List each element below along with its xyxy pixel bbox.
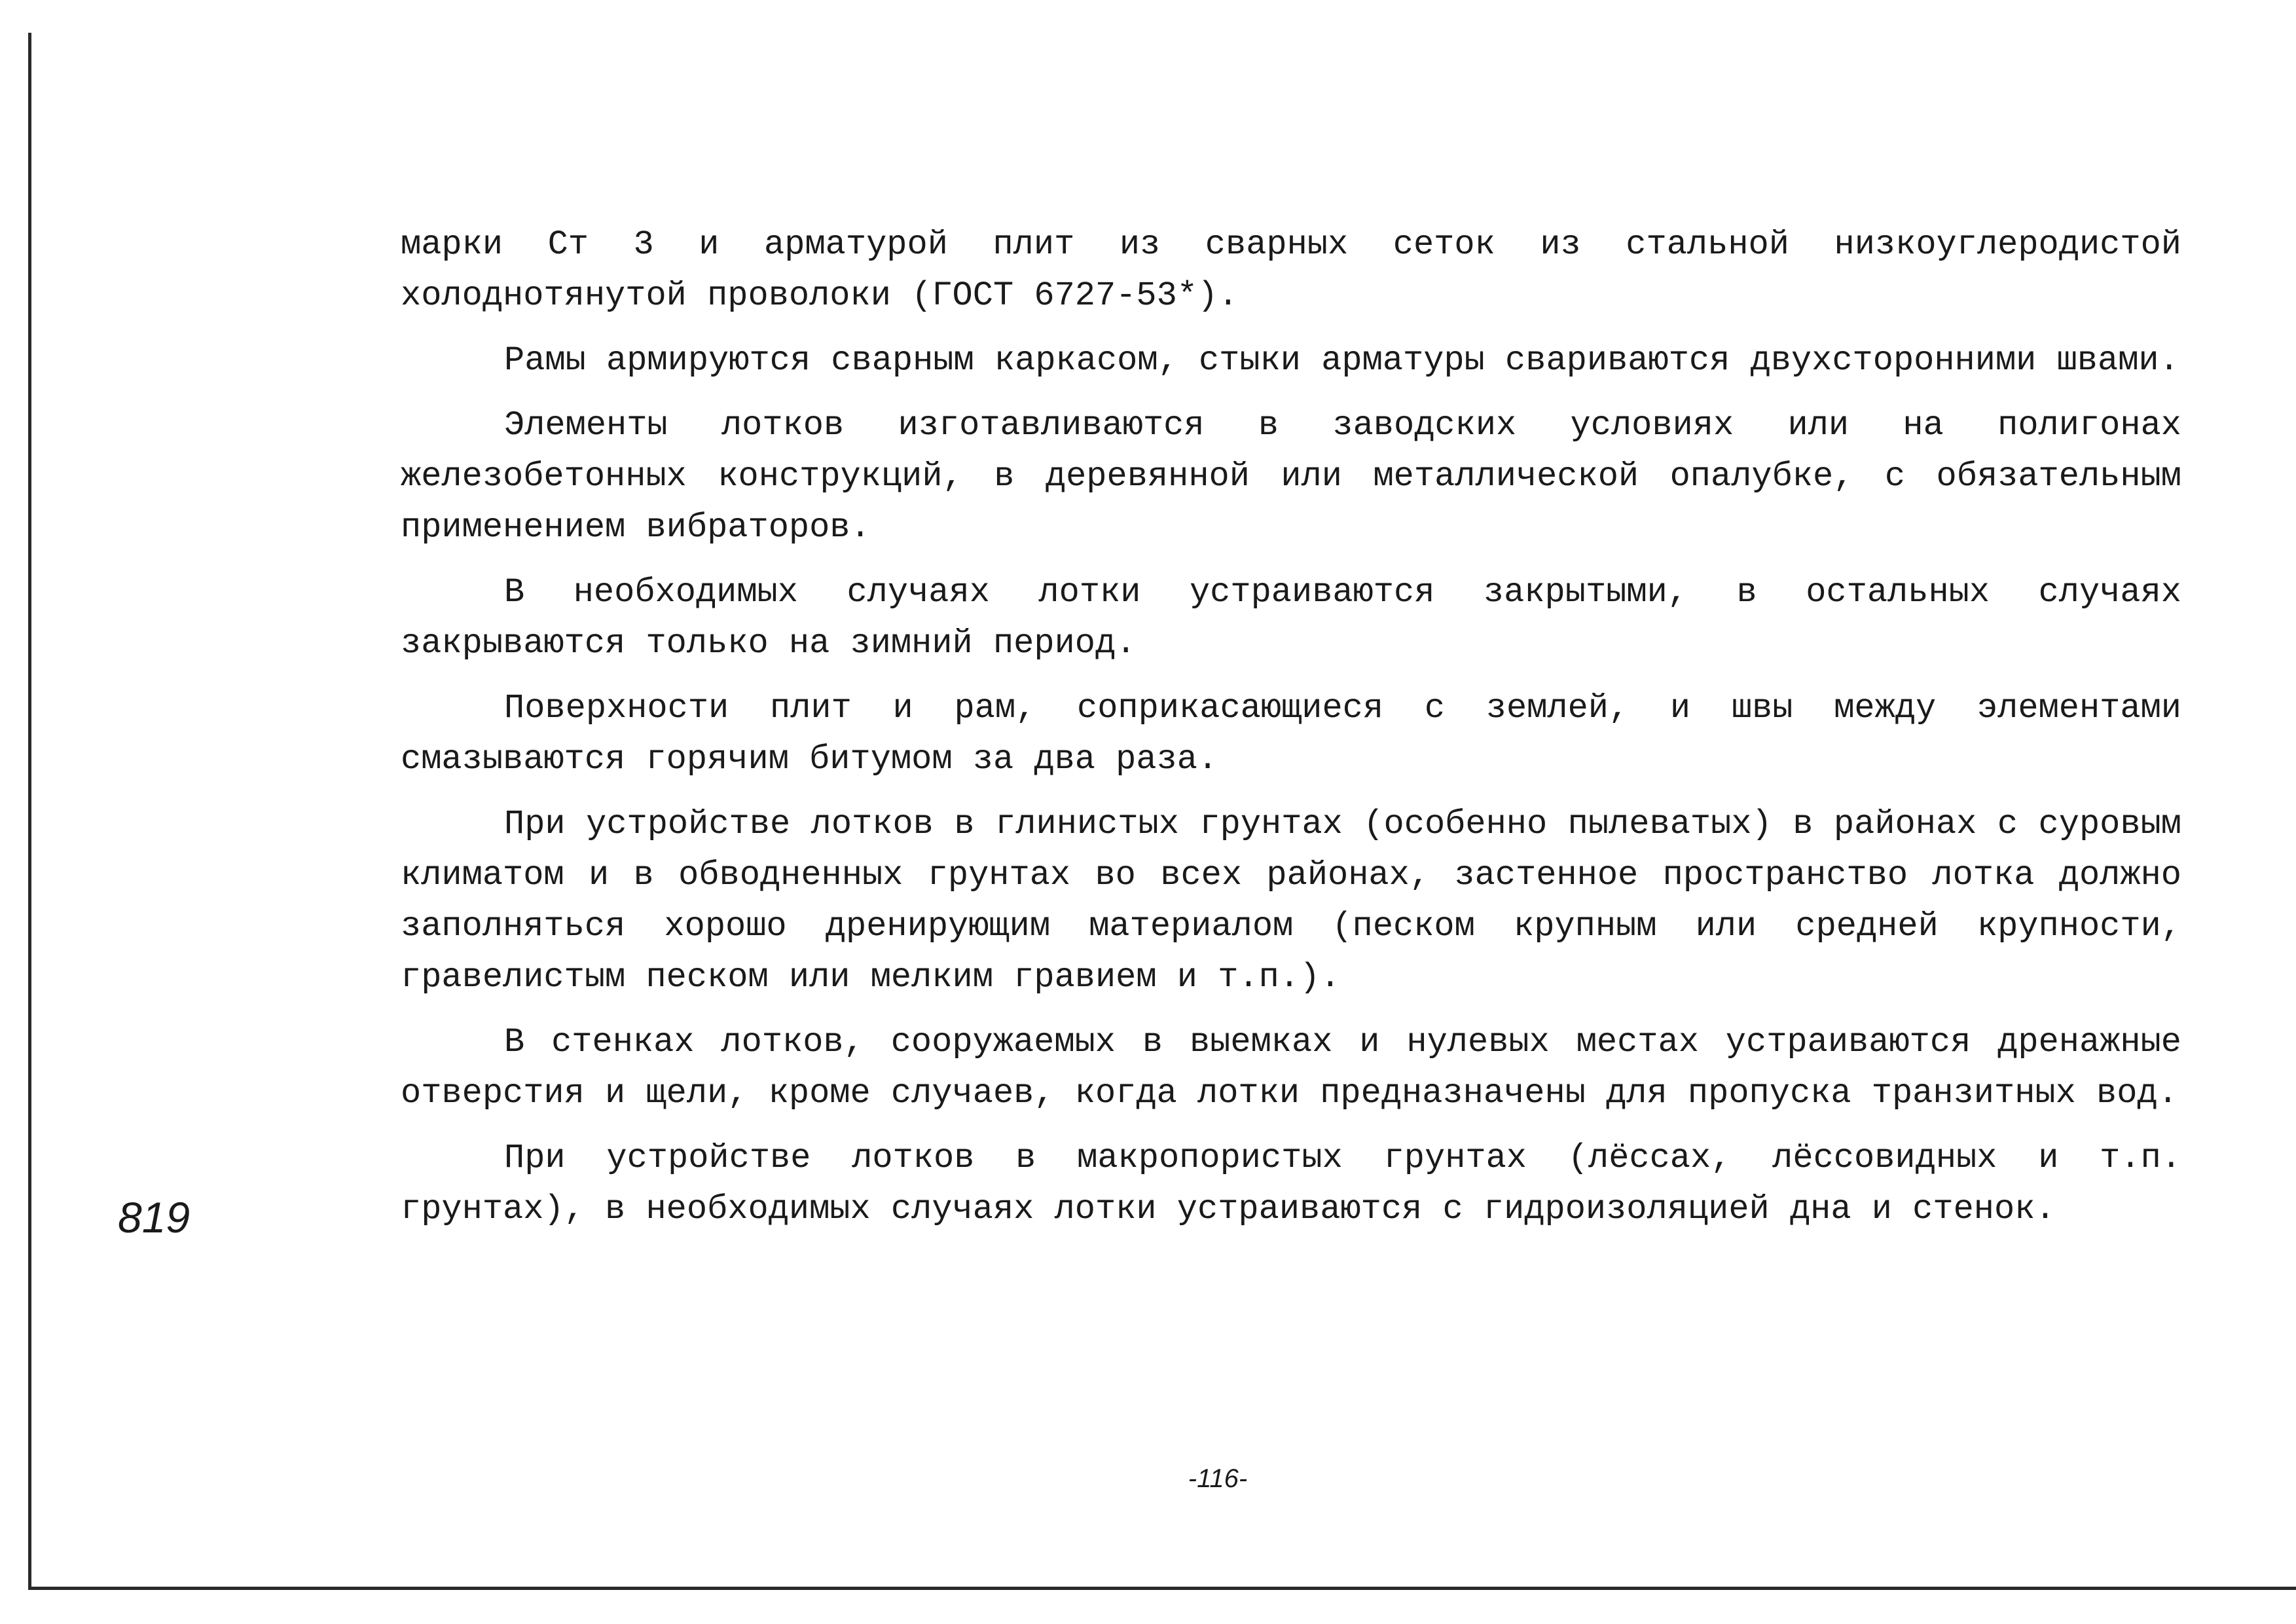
document-body	[401, 219, 2181, 1249]
paragraph-4: В необходимых случаях лотки устраиваются закрытыми, в остальных случаях закрываются только на зимний период.	[401, 573, 2181, 663]
paragraph-1: марки Ст 3 и арматурой плит из сварных сеток из стальной низкоуглеродистой холоднотянутой проволоки (ГОСТ 6727-53*).	[401, 225, 2181, 315]
frame-left-border	[28, 33, 31, 1590]
paragraph-6: При устройстве лотков в глинистых грунтах (особенно пылеватых) в районах с суровым климатом и в обводненных грунтах во всех районах, застенное пространство лотка должно заполняться хорошо дренирующим материалом (песком крупным или средней крупности, гравелистым песком или мелким гравием и т.п.).	[401, 805, 2181, 997]
paragraph-7: В стенках лотков, сооружаемых в выемках и нулевых местах устраиваются дренажные отверстия и щели, кроме случаев, когда лотки предназначены для пропуска транзитных вод.	[401, 1023, 2181, 1113]
paragraph-2: Рамы армируются сварным каркасом, стыки арматуры свариваются двухсторонними швами.	[504, 341, 2179, 380]
frame-bottom-border	[28, 1587, 2296, 1590]
paragraph-8: При устройстве лотков в макропористых грунтах (лёссах, лёссовидных и т.п. грунтах), в необходимых случаях лотки устраиваются с гидроизоляцией дна и стенок.	[401, 1139, 2181, 1228]
paragraph-3: Элементы лотков изготавливаются в заводских условиях или на полигонах железобетонных конструкций, в деревянной или металлической опалубке, с обязательным применением вибраторов.	[401, 406, 2181, 547]
paragraph-5: Поверхности плит и рам, соприкасающиеся с землей, и швы между элементами смазываются горячим битумом за два раза.	[401, 689, 2181, 779]
sheet-number: 819	[118, 1193, 191, 1242]
page-number: -116-	[1188, 1464, 1248, 1493]
